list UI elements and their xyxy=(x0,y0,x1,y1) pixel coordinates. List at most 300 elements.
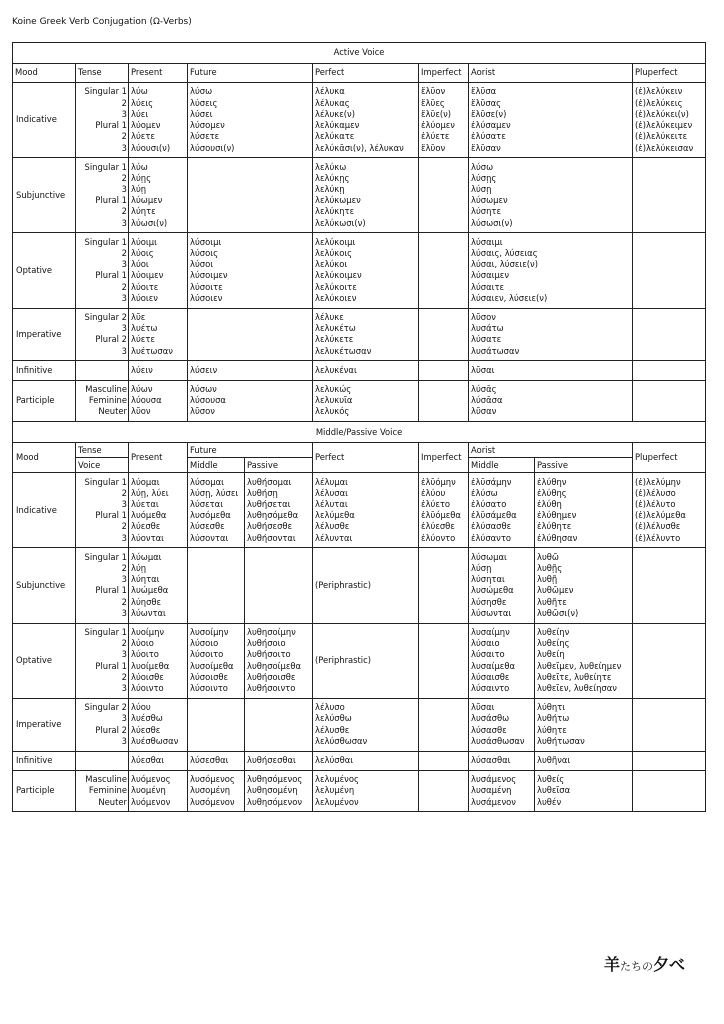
form-line: λυθεῖσα xyxy=(537,785,571,796)
imperfect-forms xyxy=(419,361,469,380)
future-middle-forms xyxy=(188,548,245,623)
form-line: ἐλύθησαν xyxy=(537,532,578,543)
imperfect-forms xyxy=(419,623,469,698)
form-line: Masculine xyxy=(85,384,127,395)
form-line: λύσωνται xyxy=(471,607,512,618)
form-line: λυθεῖτε, λυθείητε xyxy=(537,671,612,682)
form-line: (ἐ)λελύκει(ν) xyxy=(635,108,689,119)
form-line: 3 xyxy=(121,292,127,303)
future-middle-forms xyxy=(188,751,245,770)
form-line: ἐλῡσάμην xyxy=(471,476,512,487)
imperfect-forms xyxy=(419,83,469,158)
form-line: λύσησθε xyxy=(471,596,507,607)
form-line: λύσῃ, λύσει xyxy=(190,487,239,498)
form-line: Feminine xyxy=(88,395,127,406)
form-line: λύοις xyxy=(131,248,154,259)
form-line: λυθήσοισθε xyxy=(247,671,296,682)
form-line: λελύκῃς xyxy=(315,172,350,183)
form-line: λύσετε xyxy=(190,131,220,142)
tense-labels xyxy=(76,361,129,380)
form-line: λελύκοιμεν xyxy=(315,270,362,281)
form-line: λελυκέτωσαν xyxy=(315,345,372,356)
form-line: λύει xyxy=(131,108,149,119)
form-line: λύοιμι xyxy=(131,236,157,247)
form-line: ἐλύου xyxy=(421,487,446,498)
future-middle-forms xyxy=(188,473,245,548)
form-line: ἐλῡόμην xyxy=(421,476,456,487)
header-imperfect: Imperfect xyxy=(419,64,469,83)
form-line: λύσῃ xyxy=(471,184,492,195)
aorist-forms xyxy=(469,380,633,422)
active-row-indicative xyxy=(13,83,706,158)
future-passive-forms xyxy=(245,770,313,812)
future-passive-forms xyxy=(245,698,313,751)
form-line: ἐλύσαντο xyxy=(471,532,512,543)
form-line: λύῃ xyxy=(131,563,147,574)
imperfect-forms xyxy=(419,698,469,751)
form-line: λύσωμεν xyxy=(471,195,508,206)
form-line: λυσάσθω xyxy=(471,713,510,724)
aorist-passive-forms xyxy=(535,751,633,770)
form-line: ἐλύετο xyxy=(421,499,451,510)
form-line: λύσει xyxy=(190,108,213,119)
form-line: λύσω xyxy=(190,86,213,97)
form-line: λύσαι, λύσειε(ν) xyxy=(471,259,538,270)
form-line: λυθήτωσαν xyxy=(537,735,585,746)
middle-row-subjunctive xyxy=(13,548,706,623)
form-line: λύωνται xyxy=(131,607,166,618)
form-line: λύῃς xyxy=(131,172,152,183)
form-line: ἐλύθημεν xyxy=(537,510,577,521)
form-line: ἐλύσατο xyxy=(471,499,507,510)
tense-labels xyxy=(76,473,129,548)
form-line: 2 xyxy=(121,281,127,292)
form-line: λύετε xyxy=(131,334,155,345)
form-line: 3 xyxy=(121,499,127,510)
mood-label: Participle xyxy=(13,770,76,812)
form-line: λύσᾱς xyxy=(471,384,497,395)
form-line: λύσαιντο xyxy=(471,683,510,694)
form-line: ἐλῡσάμεθα xyxy=(471,510,517,521)
header-aorist: Aorist xyxy=(469,64,633,83)
mood-label: Imperative xyxy=(13,698,76,751)
form-line: Singular 2 xyxy=(84,702,127,713)
mp-header-imperfect: Imperfect xyxy=(419,443,469,473)
form-line: 3 xyxy=(121,184,127,195)
form-line: λύεται xyxy=(131,499,159,510)
middle-row-infinitive xyxy=(13,751,706,770)
mood-label: Indicative xyxy=(13,473,76,548)
form-line: λύσεις xyxy=(190,97,218,108)
aorist-forms xyxy=(469,233,633,308)
form-line: λελύκοις xyxy=(315,248,353,259)
form-line: λύοιτο xyxy=(131,649,159,660)
imperfect-forms xyxy=(419,233,469,308)
mp-header-future: Future xyxy=(188,443,313,458)
perfect-forms xyxy=(313,308,419,361)
perfect-forms xyxy=(313,158,419,233)
form-line: λελύκοιμι xyxy=(315,236,356,247)
form-line: ἐλύσασθε xyxy=(471,521,512,532)
form-line: λυθῶ xyxy=(537,551,559,562)
form-line: λυσόμενον xyxy=(190,796,235,807)
pluperfect-forms xyxy=(633,548,706,623)
form-line: λύσεσθε xyxy=(190,521,225,532)
form-line: λέλυκε(ν) xyxy=(315,108,355,119)
form-line: λυθέν xyxy=(537,796,562,807)
form-line: λυθείς xyxy=(537,774,565,785)
form-line: Plural 2 xyxy=(95,724,127,735)
tense-labels xyxy=(76,623,129,698)
header-mood: Mood xyxy=(13,64,76,83)
perfect-forms xyxy=(313,698,419,751)
aorist-passive-forms xyxy=(535,698,633,751)
form-line: λέλυσθε xyxy=(315,724,350,735)
form-line: 3 xyxy=(121,217,127,228)
perfect-forms xyxy=(313,751,419,770)
form-line: (ἐ)λέλυτο xyxy=(635,499,676,510)
form-line: λυσώμεθα xyxy=(471,585,514,596)
pluperfect-forms xyxy=(633,83,706,158)
form-line: ἔλῡες xyxy=(421,97,445,108)
form-line: λύοιντο xyxy=(131,683,164,694)
imperfect-forms xyxy=(419,770,469,812)
form-line: λύηται xyxy=(131,574,160,585)
form-line: λελύκετε xyxy=(315,334,354,345)
imperfect-forms xyxy=(419,751,469,770)
form-line: λύσῃ xyxy=(471,563,492,574)
mp-header-future-middle: Middle xyxy=(188,458,245,473)
form-line: 3 xyxy=(121,607,127,618)
form-line: λύω xyxy=(131,86,148,97)
form-line: λύσουσι(ν) xyxy=(190,142,235,153)
active-row-infinitive xyxy=(13,361,706,380)
form-line: λύσοιο xyxy=(190,638,219,649)
tense-labels xyxy=(76,83,129,158)
present-forms xyxy=(129,361,188,380)
form-line: λυσομένη xyxy=(190,785,231,796)
form-line: λελύσθαι xyxy=(315,754,354,765)
form-line: λύσαιο xyxy=(471,638,500,649)
form-line: λύεσθε xyxy=(131,521,161,532)
form-line: λυσόμενος xyxy=(190,774,235,785)
form-line: λυόμεθα xyxy=(131,510,167,521)
mood-label: Indicative xyxy=(13,83,76,158)
future-forms xyxy=(188,233,313,308)
form-line: 3 xyxy=(121,683,127,694)
form-line: λύσασθε xyxy=(471,724,507,735)
form-line: (ἐ)λέλυσθε xyxy=(635,521,681,532)
aorist-middle-forms xyxy=(469,698,535,751)
form-line: ἔλῡσε(ν) xyxy=(471,108,507,119)
present-forms xyxy=(129,548,188,623)
present-forms xyxy=(129,308,188,361)
mood-label: Imperative xyxy=(13,308,76,361)
form-line: λύσαιτο xyxy=(471,649,505,660)
form-line: λελυκώς xyxy=(315,384,352,395)
form-line: λύσομαι xyxy=(190,476,224,487)
form-line: Plural 1 xyxy=(95,270,127,281)
form-line: λυθησοίμην xyxy=(247,627,296,637)
present-forms xyxy=(129,623,188,698)
form-line: λύσοιεν xyxy=(190,292,223,303)
aorist-passive-forms xyxy=(535,473,633,548)
form-line: λύεσθε xyxy=(131,724,161,735)
mp-header-present: Present xyxy=(129,443,188,473)
form-line: λύομεν xyxy=(131,120,161,131)
active-row-subjunctive xyxy=(13,158,706,233)
form-line: Singular 1 xyxy=(84,476,127,487)
form-line: λυσαίμην xyxy=(471,627,510,637)
tense-labels xyxy=(76,698,129,751)
tense-labels xyxy=(76,548,129,623)
form-line: Masculine xyxy=(85,774,127,785)
form-line: 2 xyxy=(121,596,127,607)
form-line: λύοιτε xyxy=(131,281,159,292)
present-forms xyxy=(129,698,188,751)
present-forms xyxy=(129,751,188,770)
header-perfect: Perfect xyxy=(313,64,419,83)
pluperfect-forms xyxy=(633,380,706,422)
form-line: λύῃ, λύει xyxy=(131,487,169,498)
form-line: λελύσθωσαν xyxy=(315,735,368,746)
form-line: (ἐ)λελύκεις xyxy=(635,97,683,108)
tense-labels xyxy=(76,233,129,308)
form-line: λέλυσαι xyxy=(315,487,348,498)
form-line: λυθήσοιντο xyxy=(247,683,296,694)
perfect-forms xyxy=(313,623,419,698)
form-line: Singular 1 xyxy=(84,86,127,97)
middle-row-indicative xyxy=(13,473,706,548)
perfect-forms xyxy=(313,473,419,548)
form-line: (ἐ)λέλυντο xyxy=(635,532,681,543)
form-line: ἐλύθης xyxy=(537,487,567,498)
form-line: λύοι xyxy=(131,259,149,270)
form-line: λέλυται xyxy=(315,499,348,510)
form-line: λύομαι xyxy=(131,476,160,487)
form-line: ἔλῡσα xyxy=(471,86,497,97)
aorist-middle-forms xyxy=(469,770,535,812)
form-line: λύησθε xyxy=(131,596,162,607)
form-line: λελύσθω xyxy=(315,713,352,724)
form-line: λυέτω xyxy=(131,323,158,334)
form-line: λυθήσεσθαι xyxy=(247,754,296,765)
imperfect-forms xyxy=(419,158,469,233)
form-line: λύσοιμι xyxy=(190,236,222,247)
present-forms xyxy=(129,770,188,812)
future-forms xyxy=(188,308,313,361)
perfect-forms xyxy=(313,83,419,158)
pluperfect-forms xyxy=(633,233,706,308)
aorist-passive-forms xyxy=(535,770,633,812)
form-line: λελύκῃ xyxy=(315,184,345,195)
form-line: λύσονται xyxy=(190,532,229,543)
mood-label: Optative xyxy=(13,233,76,308)
form-line: (Periphrastic) xyxy=(315,579,371,590)
form-line: λύητε xyxy=(131,206,156,217)
imperfect-forms xyxy=(419,473,469,548)
form-line: λελύκοιεν xyxy=(315,292,357,303)
aorist-middle-forms xyxy=(469,751,535,770)
form-line: λελυκός xyxy=(315,406,350,417)
form-line: λύουσι(ν) xyxy=(131,142,171,153)
form-line: λύωμεν xyxy=(131,195,163,206)
form-line: 3 xyxy=(121,574,127,585)
future-middle-forms xyxy=(188,698,245,751)
present-forms xyxy=(129,158,188,233)
pluperfect-forms xyxy=(633,158,706,233)
present-forms xyxy=(129,380,188,422)
form-line: Plural 1 xyxy=(95,120,127,131)
mood-label: Subjunctive xyxy=(13,158,76,233)
form-line: ἔλῡον xyxy=(421,86,446,97)
form-line: λύσαιεν, λύσειε(ν) xyxy=(471,292,548,303)
form-line: 2 xyxy=(121,206,127,217)
pluperfect-forms xyxy=(633,623,706,698)
form-line: ἐλύομεν xyxy=(421,120,455,131)
form-line: λύσοις xyxy=(190,248,218,259)
future-forms xyxy=(188,83,313,158)
form-line: 3 xyxy=(121,108,127,119)
form-line: λυθήσεται xyxy=(247,499,291,510)
present-forms xyxy=(129,83,188,158)
form-line: λύσοισθε xyxy=(190,671,229,682)
form-line: λέλυμαι xyxy=(315,476,348,487)
form-line: λέλυκας xyxy=(315,97,350,108)
active-voice-label: Active Voice xyxy=(13,43,706,64)
form-line: λυομένη xyxy=(131,785,166,796)
form-line: Singular 1 xyxy=(84,161,127,172)
form-line: Plural 1 xyxy=(95,195,127,206)
form-line: λελύκοιτε xyxy=(315,281,357,292)
form-line: λῦσαι xyxy=(471,364,495,375)
header-pluperfect: Pluperfect xyxy=(633,64,706,83)
form-line: λῦσον xyxy=(190,406,215,417)
form-line: λυσάμενον xyxy=(471,796,516,807)
form-line: λυθησοίμεθα xyxy=(247,660,301,671)
form-line: ἐλύθητε xyxy=(537,521,572,532)
form-line: λύσειν xyxy=(190,364,218,375)
form-line: λυθείη xyxy=(537,649,565,660)
form-line: λυέσθω xyxy=(131,713,163,724)
form-line: λύῃ xyxy=(131,184,147,195)
form-line: λύσαιμι xyxy=(471,236,503,247)
form-line: λύων xyxy=(131,384,153,395)
perfect-forms xyxy=(313,233,419,308)
present-forms xyxy=(129,233,188,308)
form-line: λύσωσι(ν) xyxy=(471,217,513,228)
form-line: λυθήσεσθε xyxy=(247,521,293,532)
aorist-passive-forms xyxy=(535,548,633,623)
form-line: λύωσι(ν) xyxy=(131,217,168,228)
form-line: λύουσα xyxy=(131,395,162,406)
form-line: Plural 1 xyxy=(95,510,127,521)
form-line: λελυκέναι xyxy=(315,364,357,375)
aorist-forms xyxy=(469,83,633,158)
form-line: λελύκω xyxy=(315,161,347,172)
form-line: 2 xyxy=(121,97,127,108)
form-line: λυόμενος xyxy=(131,774,171,785)
form-line: 3 xyxy=(121,323,127,334)
middle-row-optative xyxy=(13,623,706,698)
form-line: 3 xyxy=(121,259,127,270)
mood-label: Infinitive xyxy=(13,361,76,380)
aorist-forms xyxy=(469,308,633,361)
form-line: λέλυσο xyxy=(315,702,345,713)
mood-label: Optative xyxy=(13,623,76,698)
perfect-forms xyxy=(313,380,419,422)
brand-logo: 羊たちの夕べ xyxy=(604,955,686,974)
form-line: (ἐ)λελύκεισαν xyxy=(635,142,694,153)
form-line: λύσᾱσα xyxy=(471,395,503,406)
form-line: 2 xyxy=(121,638,127,649)
form-line: λυθησομένη xyxy=(247,785,298,796)
form-line: λύσοιτε xyxy=(190,281,223,292)
form-line: λυθῇς xyxy=(537,563,563,574)
form-line: Singular 1 xyxy=(84,236,127,247)
form-line: λύσαιμεν xyxy=(471,270,509,281)
mood-label: Subjunctive xyxy=(13,548,76,623)
mp-header-tense: Tense xyxy=(76,443,129,458)
form-line: λελυμένον xyxy=(315,796,359,807)
form-line: Plural 1 xyxy=(95,585,127,596)
page-title: Koine Greek Verb Conjugation (Ω-Verbs) xyxy=(12,17,192,27)
form-line: λυθήσομαι xyxy=(247,476,292,487)
form-line: ἐλύθη xyxy=(537,499,562,510)
form-line: 2 xyxy=(121,521,127,532)
form-line: Plural 2 xyxy=(95,334,127,345)
form-line: 2 xyxy=(121,671,127,682)
perfect-forms xyxy=(313,770,419,812)
form-line: λύωμαι xyxy=(131,551,162,562)
form-line: λυσαίμεθα xyxy=(471,660,515,671)
form-line: ἐλύσαμεν xyxy=(471,120,511,131)
form-line: λῦσαι xyxy=(471,702,495,713)
form-line: λυθῇ xyxy=(537,574,558,585)
mp-header-perfect: Perfect xyxy=(313,443,419,473)
form-line: λελυμένη xyxy=(315,785,355,796)
tense-labels xyxy=(76,308,129,361)
form-line: ἐλύετε xyxy=(421,131,450,142)
middle-voice-label: Middle/Passive Voice xyxy=(13,422,706,443)
form-line: λύσασθαι xyxy=(471,754,511,765)
future-passive-forms xyxy=(245,473,313,548)
form-line: Feminine xyxy=(88,785,127,796)
form-line: λύοιο xyxy=(131,638,154,649)
form-line: λυθείης xyxy=(537,638,570,649)
form-line: λελύκητε xyxy=(315,206,355,217)
future-middle-forms xyxy=(188,770,245,812)
future-passive-forms xyxy=(245,751,313,770)
tense-labels xyxy=(76,158,129,233)
form-line: λελυκέτω xyxy=(315,323,356,334)
form-line: λύσομεν xyxy=(190,120,225,131)
form-line: λύοισθε xyxy=(131,671,164,682)
form-line: λελυκυῖα xyxy=(315,395,353,406)
mp-header-aorist-passive: Passive xyxy=(535,458,633,473)
form-line: λύσωμαι xyxy=(471,551,507,562)
form-line: ἐλύοντο xyxy=(421,532,456,543)
form-line: (ἐ)λελύμην xyxy=(635,476,681,487)
form-line: λυέσθωσαν xyxy=(131,735,179,746)
form-line: Singular 1 xyxy=(84,627,127,637)
form-line: ἐλύσατε xyxy=(471,131,506,142)
form-line: λελύκᾱσι(ν), λέλυκαν xyxy=(315,142,404,153)
form-line: λελύμεθα xyxy=(315,510,355,521)
form-line: Singular 1 xyxy=(84,551,127,562)
form-line: Singular 2 xyxy=(84,312,127,323)
aorist-middle-forms xyxy=(469,623,535,698)
